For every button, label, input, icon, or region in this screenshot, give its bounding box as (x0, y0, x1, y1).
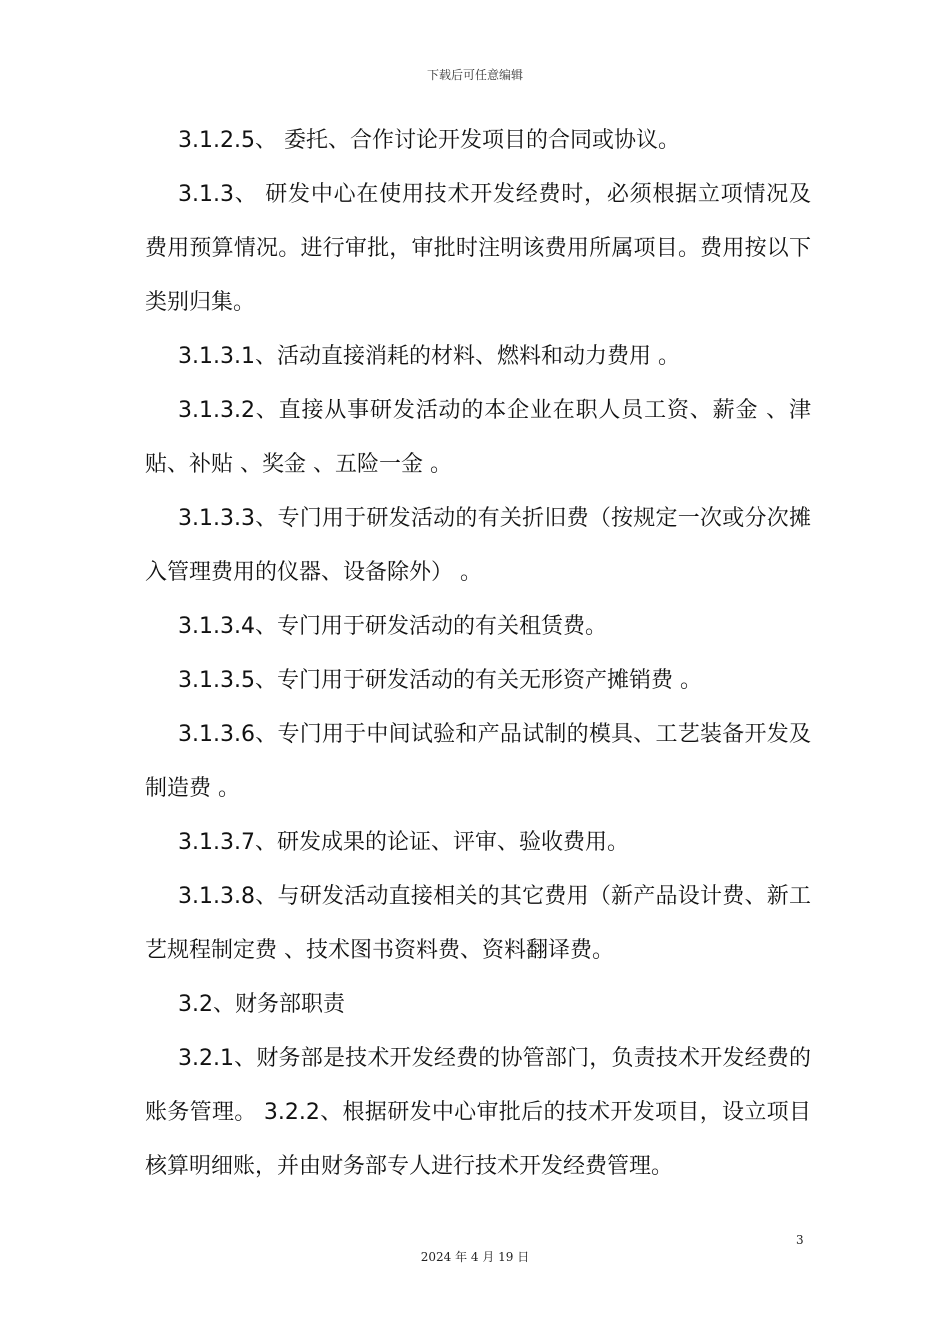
paragraph: 3.1.3.3、专门用于研发活动的有关折旧费（按规定一次或分次摊入管理费用的仪器、设备除外） 。 (145, 506, 811, 585)
paragraph: 3.1.3、 研发中心在使用技术开发经费时，必须根据立项情况及费用预算情况。进行审批，审批时注明该费用所属项目。费用按以下类别归集。 (145, 182, 811, 315)
paragraph: 3.1.3.2、直接从事研发活动的本企业在职人员工资、薪金 、津贴、补贴 、奖金 、五险一金 。 (145, 398, 811, 477)
paragraph: 3.2.1、财务部是技术开发经费的协管部门，负责技术开发经费的账务管理。 3.2.2、根据研发中心审批后的技术开发项目，设立项目核算明细账，并由财务部专人进行技术开发经费管理。 (145, 1046, 811, 1179)
page-header: 下载后可任意编辑 (426, 68, 523, 82)
section-heading: 3.2、财务部职责 (178, 992, 345, 1017)
paragraph: 3.1.3.8、与研发活动直接相关的其它费用（新产品设计费、新工艺规程制定费 、技术图书资料费、资料翻译费。 (145, 884, 811, 963)
page-footer-date: 2024 年 4 月 19 日 (420, 1250, 530, 1264)
paragraph: 3.1.3.4、专门用于研发活动的有关租赁费。 (178, 614, 607, 639)
document-body (145, 114, 811, 1194)
paragraph: 3.1.2.5、 委托、合作讨论开发项目的合同或协议。 (178, 128, 680, 153)
paragraph: 3.1.3.6、专门用于中间试验和产品试制的模具、工艺装备开发及制造费 。 (145, 722, 811, 801)
paragraph: 3.1.3.7、研发成果的论证、评审、验收费用。 (178, 830, 629, 855)
paragraph: 3.1.3.5、专门用于研发活动的有关无形资产摊销费 。 (178, 668, 702, 693)
paragraph: 3.1.3.1、活动直接消耗的材料、燃料和动力费用 。 (178, 344, 680, 369)
page-number: 3 (796, 1233, 804, 1247)
